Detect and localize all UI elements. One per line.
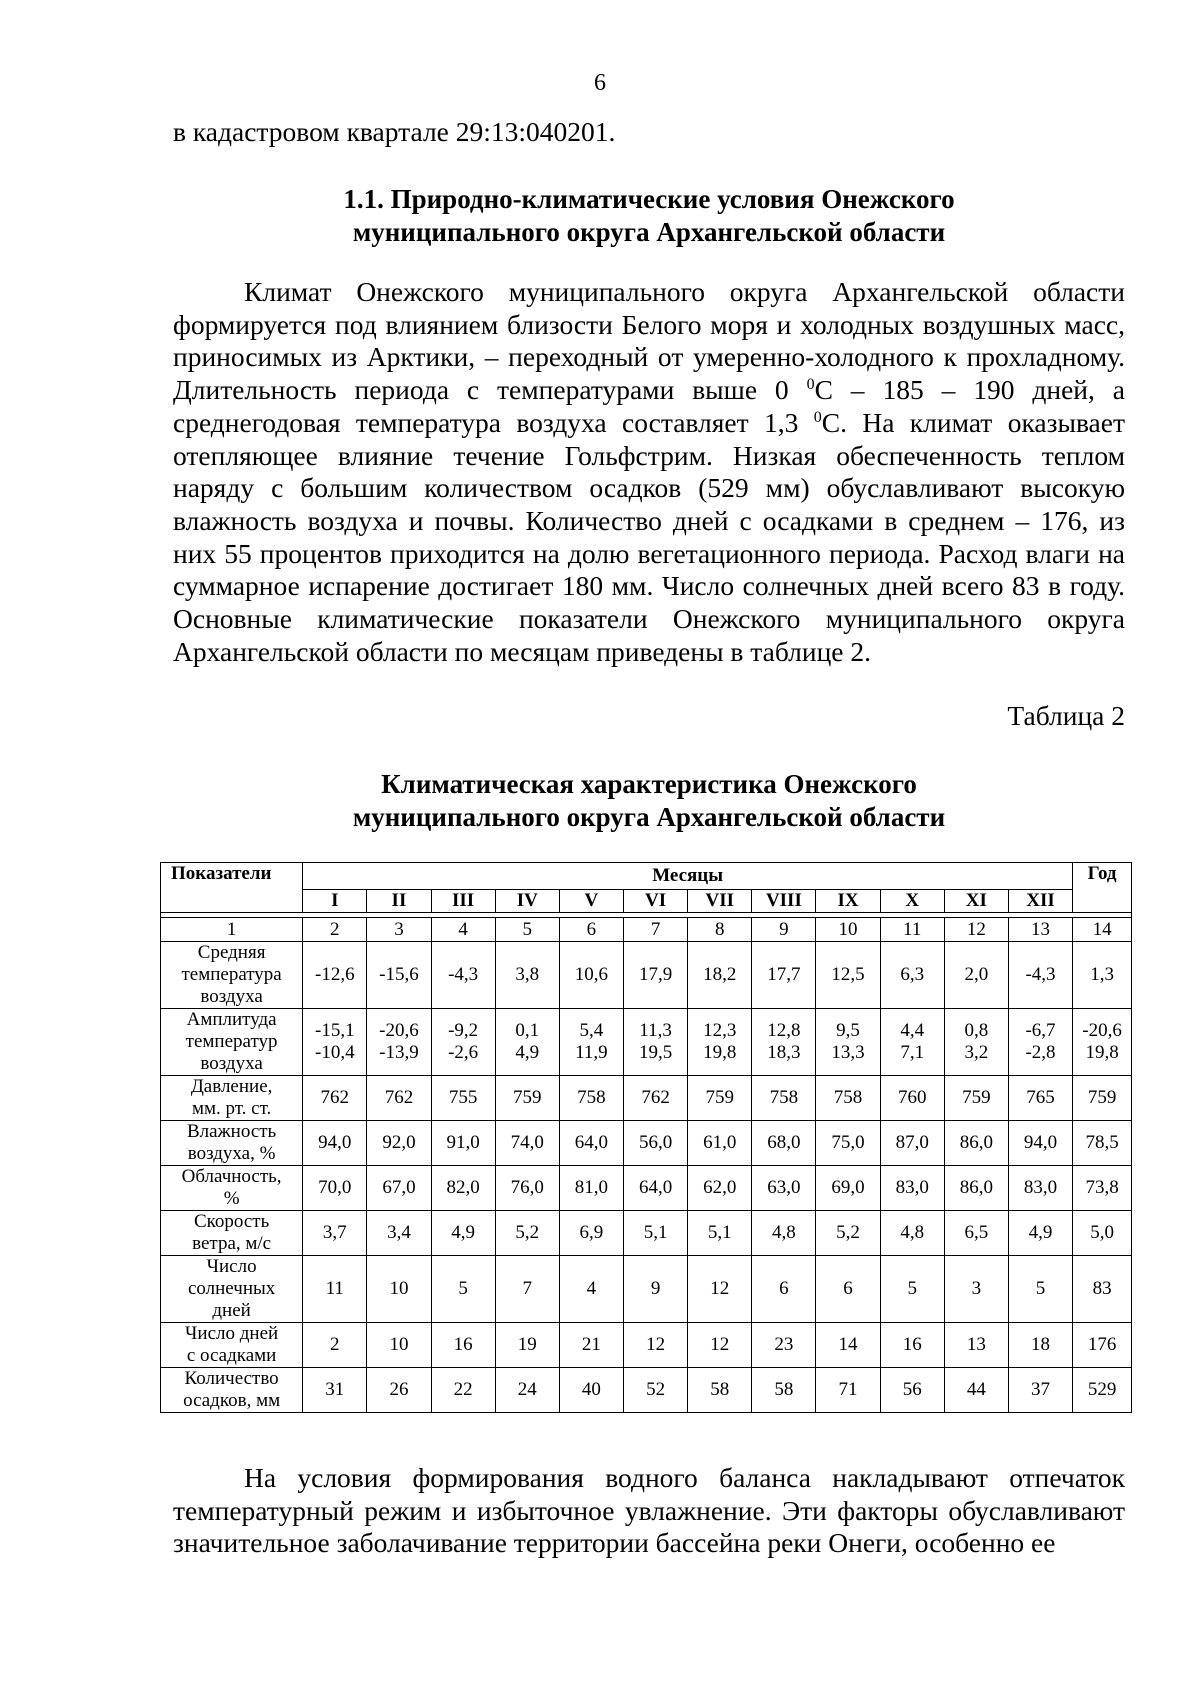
table-cell: 3 — [944, 1256, 1008, 1323]
paragraph-text-part1: Климат Онежского муниципального округа Архангельской области формируется под влиянием близости Белого моря и холодных воздушных масс, приносимых из Арктики, – переходный от умеренно-холодного к прохладному. Длительность периода с температурами выше 0 — [173, 276, 1125, 406]
table-row — [161, 1076, 1132, 1121]
table-cell: 40 — [559, 1368, 623, 1413]
table-column-numbers-row — [161, 918, 1132, 942]
table-cell: 83 — [1073, 1256, 1132, 1323]
column-number: 1 — [161, 918, 303, 942]
table-cell: 7 — [495, 1256, 559, 1323]
table-cell: 762 — [624, 1076, 688, 1121]
table-cell: 12,5 — [816, 942, 880, 1009]
table-cell: 760 — [880, 1076, 944, 1121]
table-cell: 83,0 — [1008, 1166, 1072, 1211]
table-heading-line1: Климатическая характеристика Онежского — [381, 769, 917, 799]
table-cell: 12 — [688, 1323, 752, 1368]
table-cell: 758 — [816, 1076, 880, 1121]
table-cell: 52 — [624, 1368, 688, 1413]
table-cell: 10,6 — [559, 942, 623, 1009]
table-cell: 13 — [944, 1323, 1008, 1368]
row-label-line: воздуха, % — [187, 1143, 276, 1164]
table-cell — [495, 1009, 559, 1076]
table-cell: 58 — [752, 1368, 816, 1413]
table-cell: 6 — [816, 1256, 880, 1323]
cell-value-max: -2,6 — [448, 1042, 479, 1063]
column-number: 13 — [1008, 918, 1072, 942]
cell-value-max: 18,3 — [767, 1042, 801, 1063]
cell-value-min: 9,5 — [836, 1020, 860, 1041]
table-cell: 91,0 — [431, 1121, 495, 1166]
row-label-line: температур — [185, 1031, 278, 1052]
table-cell: 26 — [367, 1368, 431, 1413]
table-cell — [431, 1009, 495, 1076]
table-cell: 19 — [495, 1323, 559, 1368]
table-cell — [624, 1009, 688, 1076]
table-cell: 755 — [431, 1076, 495, 1121]
table-cell: 83,0 — [880, 1166, 944, 1211]
table-cell: 73,8 — [1073, 1166, 1132, 1211]
row-label-line: воздуха — [200, 986, 263, 1007]
table-cell: 4 — [559, 1256, 623, 1323]
table-cell: 5,2 — [816, 1211, 880, 1256]
row-label-line: Число дней — [185, 1323, 279, 1344]
table-cell: 86,0 — [944, 1166, 1008, 1211]
table-cell: 759 — [688, 1076, 752, 1121]
row-label-line: % — [223, 1188, 240, 1209]
table-heading-line2: муниципального округа Архангельской области — [352, 802, 946, 832]
table-cell: 81,0 — [559, 1166, 623, 1211]
column-number: 2 — [303, 918, 367, 942]
table-cell: 76,0 — [495, 1166, 559, 1211]
table-cell: 4,8 — [752, 1211, 816, 1256]
table-cell: 176 — [1073, 1323, 1132, 1368]
table-cell: 86,0 — [944, 1121, 1008, 1166]
header-month: VIII — [752, 890, 816, 913]
table-cell: 61,0 — [688, 1121, 752, 1166]
table-cell: 70,0 — [303, 1166, 367, 1211]
paragraph-text-part2: С – 185 – 190 дней, а среднегодовая температура воздуха составляет 1,3 — [173, 374, 1125, 438]
row-label-line: Влажность — [186, 1121, 277, 1142]
row-label-line: температура — [181, 964, 282, 985]
table-cell: 2 — [303, 1323, 367, 1368]
table-cell: 6 — [752, 1256, 816, 1323]
table-cell: 5,1 — [624, 1211, 688, 1256]
header-month: IV — [495, 890, 559, 913]
table-cell: 14 — [816, 1323, 880, 1368]
table-cell: 12 — [688, 1256, 752, 1323]
header-month: V — [559, 890, 623, 913]
table-row — [161, 1368, 1132, 1413]
table-cell: 23 — [752, 1323, 816, 1368]
table-cell: 759 — [1073, 1076, 1132, 1121]
header-month: VII — [688, 890, 752, 913]
column-number: 12 — [944, 918, 1008, 942]
table-cell: 6,5 — [944, 1211, 1008, 1256]
table-cell: 63,0 — [752, 1166, 816, 1211]
table-cell: -4,3 — [431, 942, 495, 1009]
cell-value-max: 19,8 — [1085, 1042, 1119, 1063]
table-cell: 17,9 — [624, 942, 688, 1009]
table-row — [161, 1323, 1132, 1368]
table-cell: 765 — [1008, 1076, 1072, 1121]
table-cell: -12,6 — [303, 942, 367, 1009]
table-cell: 5 — [880, 1256, 944, 1323]
table-cell: 5 — [1008, 1256, 1072, 1323]
section-heading-line1: 1.1. Природно-климатические условия Онежского — [343, 184, 955, 214]
table-cell: 18 — [1008, 1323, 1072, 1368]
table-cell: 37 — [1008, 1368, 1072, 1413]
table-cell: 9 — [624, 1256, 688, 1323]
table-cell: 4,9 — [1008, 1211, 1072, 1256]
table-cell: 6,3 — [880, 942, 944, 1009]
table-cell: 64,0 — [559, 1121, 623, 1166]
cell-value-max: 11,9 — [575, 1042, 608, 1063]
header-month: XI — [944, 890, 1008, 913]
row-label — [161, 1211, 303, 1256]
column-number: 4 — [431, 918, 495, 942]
table-cell: 10 — [367, 1256, 431, 1323]
table-cell: 58 — [688, 1368, 752, 1413]
table-cell — [303, 1009, 367, 1076]
row-label-line: мм. рт. ст. — [191, 1098, 272, 1119]
table-cell — [1008, 1009, 1072, 1076]
table-cell: 5,0 — [1073, 1211, 1132, 1256]
paragraph-text-part3: С. На климат оказывает отепляющее влияние течение Гольфстрим. Низкая обеспеченность теплом наряду с большим количеством осадков (529 мм) обуславливают высокую влажность воздуха и почвы. Количество дней с осадками в среднем – 176, из них 55 процентов приходится на долю вегетационного периода. Расход влаги на суммарное испарение достигает 180 мм. Число солнечных дней всего 83 в году. Основные климатические показатели Онежского муниципального округа Архангельской области по месяцам приведены в таблице 2. — [173, 406, 1125, 667]
header-months: Месяцы — [303, 863, 1073, 890]
table-cell: 92,0 — [367, 1121, 431, 1166]
table-cell: 3,7 — [303, 1211, 367, 1256]
table-cell: 529 — [1073, 1368, 1132, 1413]
column-number: 9 — [752, 918, 816, 942]
table-row — [161, 942, 1132, 1009]
row-label — [161, 942, 303, 1009]
table-cell: 4,9 — [431, 1211, 495, 1256]
table-cell: 6,9 — [559, 1211, 623, 1256]
table-cell: 758 — [559, 1076, 623, 1121]
cell-value-min: -15,1 — [315, 1020, 355, 1041]
cell-value-min: 0,8 — [964, 1020, 989, 1041]
row-label-line: с осадками — [186, 1345, 277, 1366]
table-cell: 16 — [880, 1323, 944, 1368]
table-cell: 2,0 — [944, 942, 1008, 1009]
table-cell: 759 — [495, 1076, 559, 1121]
degree-superscript: 0 — [806, 376, 815, 394]
column-number: 11 — [880, 918, 944, 942]
row-label-line: ветра, м/с — [192, 1233, 272, 1254]
table-cell: 94,0 — [1008, 1121, 1072, 1166]
header-indicators: Показатели — [161, 863, 303, 913]
table-cell: 11 — [303, 1256, 367, 1323]
row-label-line: Число — [206, 1256, 257, 1277]
cell-value-max: 19,5 — [638, 1042, 673, 1063]
table-cell: -4,3 — [1008, 942, 1072, 1009]
table-cell: 69,0 — [816, 1166, 880, 1211]
header-month: III — [431, 890, 495, 913]
column-number: 6 — [559, 918, 623, 942]
row-label-line: воздуха — [200, 1053, 263, 1074]
cell-value-min: 4,4 — [900, 1020, 925, 1041]
header-month: I — [303, 890, 367, 913]
column-number: 14 — [1073, 918, 1132, 942]
header-month: VI — [624, 890, 688, 913]
row-label — [161, 1323, 303, 1368]
header-month: IX — [816, 890, 880, 913]
table-cell: 5,1 — [688, 1211, 752, 1256]
table-cell: 759 — [944, 1076, 1008, 1121]
table-cell — [559, 1009, 623, 1076]
table-cell — [944, 1009, 1008, 1076]
table-cell: 758 — [752, 1076, 816, 1121]
cell-value-max: 4,9 — [515, 1042, 540, 1063]
row-label — [161, 1009, 303, 1076]
table-cell: 12 — [624, 1323, 688, 1368]
table-cell: 74,0 — [495, 1121, 559, 1166]
table-cell: 18,2 — [688, 942, 752, 1009]
paragraph-climate — [173, 276, 1125, 668]
table-row — [161, 1121, 1132, 1166]
column-number: 10 — [816, 918, 880, 942]
row-label-line: осадков, мм — [183, 1390, 281, 1411]
cell-value-min: -20,6 — [1082, 1020, 1122, 1041]
table-row — [161, 1211, 1132, 1256]
row-label — [161, 1368, 303, 1413]
intro-line: в кадастровом квартале 29:13:040201. — [173, 116, 616, 147]
table-cell: 22 — [431, 1368, 495, 1413]
table-cell — [367, 1009, 431, 1076]
cell-value-min: 12,3 — [703, 1020, 737, 1041]
row-label-line: Количество — [184, 1368, 279, 1389]
table-cell: 1,3 — [1073, 942, 1132, 1009]
cell-value-min: 12,8 — [767, 1020, 801, 1041]
header-year: Год — [1073, 863, 1132, 913]
column-number: 7 — [624, 918, 688, 942]
table-cell: 94,0 — [303, 1121, 367, 1166]
cell-value-min: 0,1 — [515, 1020, 540, 1041]
table-row — [161, 1256, 1132, 1323]
table-cell: 82,0 — [431, 1166, 495, 1211]
row-label — [161, 1256, 303, 1323]
row-label — [161, 1076, 303, 1121]
table-label: Таблица 2 — [1007, 700, 1125, 731]
table-cell: 3,4 — [367, 1211, 431, 1256]
column-number: 3 — [367, 918, 431, 942]
table-cell: 31 — [303, 1368, 367, 1413]
table-row — [161, 1166, 1132, 1211]
cell-value-max: 3,2 — [964, 1042, 989, 1063]
section-heading-line2: муниципального округа Архангельской области — [352, 217, 946, 247]
page-number: 6 — [594, 70, 606, 96]
table-cell: 3,8 — [495, 942, 559, 1009]
table-cell — [752, 1009, 816, 1076]
table-cell: 87,0 — [880, 1121, 944, 1166]
table-header-row — [161, 863, 1132, 890]
table-cell — [688, 1009, 752, 1076]
row-label — [161, 1166, 303, 1211]
header-month: II — [367, 890, 431, 913]
table-cell: 67,0 — [367, 1166, 431, 1211]
table-cell: 762 — [303, 1076, 367, 1121]
table-cell: 56 — [880, 1368, 944, 1413]
table-cell: 71 — [816, 1368, 880, 1413]
header-month: XII — [1008, 890, 1072, 913]
table-cell: 56,0 — [624, 1121, 688, 1166]
section-heading — [173, 183, 1125, 249]
table-cell: 24 — [495, 1368, 559, 1413]
header-month: X — [880, 890, 944, 913]
cell-value-max: 13,3 — [831, 1042, 865, 1063]
table-cell: 5,2 — [495, 1211, 559, 1256]
table-cell: 64,0 — [624, 1166, 688, 1211]
row-label-line: Давление, — [190, 1076, 273, 1097]
table-cell: 21 — [559, 1323, 623, 1368]
column-number: 8 — [688, 918, 752, 942]
table-cell: 62,0 — [688, 1166, 752, 1211]
table-cell: 68,0 — [752, 1121, 816, 1166]
row-label-line: Скорость — [193, 1211, 270, 1232]
table-cell: 16 — [431, 1323, 495, 1368]
table-cell — [1073, 1009, 1132, 1076]
table-cell: 17,7 — [752, 942, 816, 1009]
table-months-row — [161, 890, 1132, 913]
degree-superscript: 0 — [813, 408, 822, 426]
table-cell: 4,8 — [880, 1211, 944, 1256]
cell-value-max: -2,8 — [1025, 1042, 1056, 1063]
column-number: 5 — [495, 918, 559, 942]
row-label — [161, 1121, 303, 1166]
table-cell: 5 — [431, 1256, 495, 1323]
climate-table — [160, 862, 1132, 1413]
table-cell: 44 — [944, 1368, 1008, 1413]
table-cell: -15,6 — [367, 942, 431, 1009]
cell-value-max: -10,4 — [315, 1042, 355, 1063]
cell-value-max: 7,1 — [900, 1042, 925, 1063]
cell-value-max: 19,8 — [703, 1042, 737, 1063]
table-heading — [173, 768, 1125, 834]
row-label-line: Средняя — [197, 942, 266, 963]
table-cell — [816, 1009, 880, 1076]
table-row — [161, 1009, 1132, 1076]
cell-value-min: -6,7 — [1025, 1020, 1056, 1041]
cell-value-min: 5,4 — [579, 1020, 604, 1041]
row-label-line: солнечных — [187, 1278, 276, 1299]
cell-value-min: -9,2 — [448, 1020, 479, 1041]
table-cell: 75,0 — [816, 1121, 880, 1166]
row-label-line: Облачность, — [181, 1166, 282, 1187]
table-cell: 78,5 — [1073, 1121, 1132, 1166]
table-cell: 762 — [367, 1076, 431, 1121]
table-cell: 10 — [367, 1323, 431, 1368]
paragraph-water-balance: На условия формирования водного баланса накладывают отпечаток температурный режим и избыточное увлажнение. Эти факторы обуславливают значительное заболачивание территории бассейна реки Онеги, особенно ее — [173, 1462, 1125, 1559]
cell-value-min: 11,3 — [639, 1020, 672, 1041]
row-label-line: дней — [212, 1300, 251, 1321]
cell-value-min: -20,6 — [379, 1020, 419, 1041]
row-label-line: Амплитуда — [186, 1009, 277, 1030]
table-cell — [880, 1009, 944, 1076]
cell-value-max: -13,9 — [379, 1042, 419, 1063]
